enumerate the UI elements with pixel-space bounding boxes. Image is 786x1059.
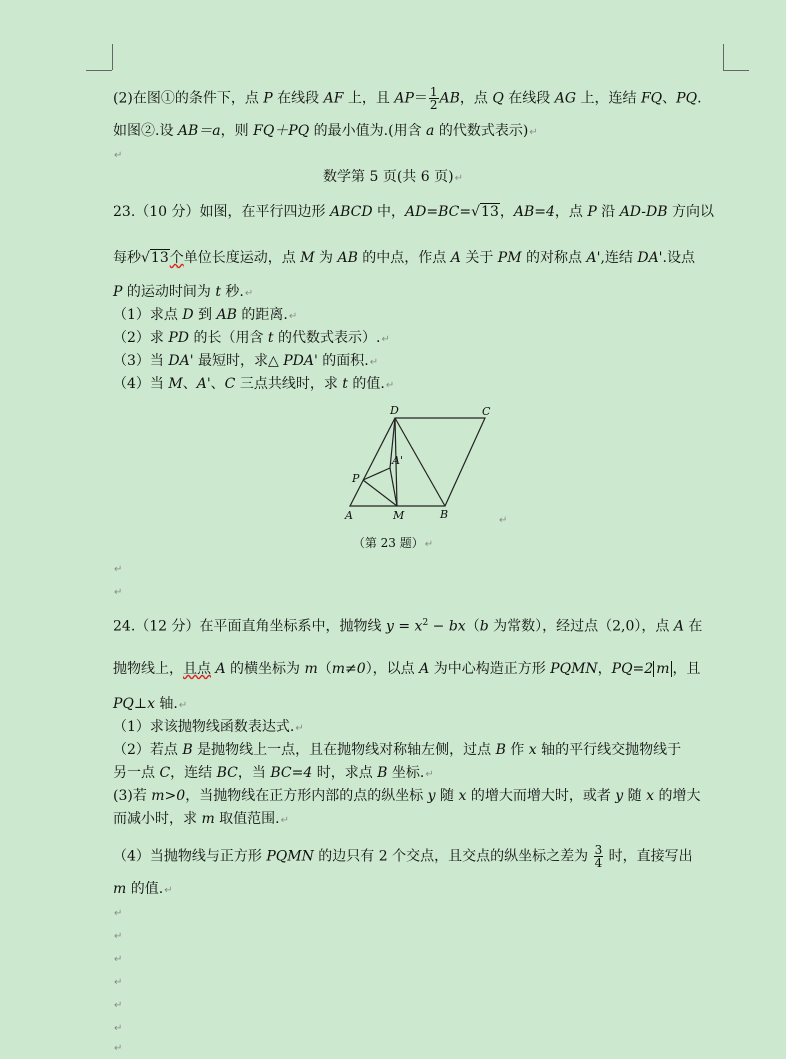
q24-sub3: (3)若 m>0，当抛物线在正方形内部的点的纵坐标 y 随 x 的增大而增大时，或者 y 随 x 的增大: [113, 788, 701, 804]
label-A-prime: A': [392, 454, 403, 467]
crop-mark-left-vertical: [112, 44, 113, 70]
q24-sub1: （1）求该抛物线函数表达式.↵: [113, 719, 304, 735]
q23-line3: P 的运动时间为 t 秒.↵: [113, 284, 254, 300]
q22-part2-line1: (2)在图①的条件下，点 P 在线段 AF 上，且 AP＝ $\frac{1}{2}$ AB，点 Q 在线段 AG 上，连结 FQ、PQ.: [113, 85, 702, 112]
q24-sub3-cont: 而减小时，求 m 取值范围.↵: [113, 811, 290, 827]
empty-paragraph: ↵: [114, 587, 123, 598]
q24-line3: PQ⊥x 轴.↵: [113, 696, 188, 712]
empty-paragraph: ↵: [114, 908, 123, 919]
q24-sub2-cont: 另一点 C，连结 BC，当 BC=4 时，求点 B 坐标.↵: [113, 765, 434, 781]
empty-paragraph: ↵: [114, 931, 123, 942]
label-A: A: [345, 509, 353, 522]
label-M: M: [393, 509, 405, 522]
q24-sub4-cont: m 的值.↵: [113, 881, 173, 897]
figure-paragraph-mark: ↵: [499, 515, 508, 526]
page-footer: 数学第 5 页(共 6 页)↵: [323, 169, 463, 185]
q24-line1: 24.（12 分）在平面直角坐标系中，抛物线 $y = x^2 - bx(b$ 为常数），经过点（2,0），点 A 在: [113, 618, 703, 635]
label-P: P: [352, 472, 360, 485]
paragraph-mark: ↵: [529, 127, 538, 138]
q23-line2: 每秒√13个单位长度运动，点 M 为 AB 的中点，作点 A 关于 PM 的对称点 A',连结 DA'.设点: [113, 250, 695, 266]
empty-paragraph: ↵: [114, 977, 123, 988]
q23-parallelogram-figure: [335, 400, 515, 525]
q22-part2-line2: 如图②.设 AB＝a，则 FQ＋PQ 的最小值为.(用含 a 的代数式表示)↵: [113, 123, 538, 139]
segment-PM: [363, 480, 397, 506]
empty-paragraph: ↵: [114, 564, 123, 575]
parallelogram-ABCD: [350, 418, 485, 506]
label-D: D: [390, 404, 399, 417]
empty-paragraph: ↵: [114, 1000, 123, 1011]
segment-PA-prime: [363, 468, 390, 480]
q23-sub2: （2）求 PD 的长（用含 t 的代数式表示）.↵: [113, 330, 390, 346]
figure-caption: （第 23 题）↵: [352, 536, 434, 550]
q23-sub1: （1）求点 D 到 AB 的距离.↵: [113, 307, 298, 323]
fraction-one-half: $\frac{1}{2}$: [429, 85, 438, 112]
q24-sub4: （4）当抛物线与正方形 PQMN 的边只有 2 个交点，且交点的纵坐标之差为 $\frac{3}{4}$ 时，直接写出: [113, 843, 693, 870]
sqrt-13: √13: [471, 204, 499, 220]
q23-sub4: （4）当 M、A'、C 三点共线时，求 t 的值.↵: [113, 376, 395, 392]
abs-m: m: [653, 661, 672, 677]
sqrt-13: √13: [141, 250, 169, 266]
label-C: C: [482, 405, 491, 418]
crop-mark-left-horizontal: [86, 70, 112, 71]
empty-paragraph: ↵: [114, 150, 123, 161]
crop-mark-right-vertical: [723, 44, 724, 70]
q24-sub2: （2）若点 B 是抛物线上一点，且在抛物线对称轴左侧，过点 B 作 x 轴的平行线交抛物线于: [113, 742, 682, 758]
q23-line1: 23.（10 分）如图，在平行四边形 ABCD 中，AD=BC=√13，AB=4，点 P 沿 AD-DB 方向以: [113, 204, 714, 220]
q23-sub3: （3）当 DA' 最短时，求△ PDA' 的面积.↵: [113, 353, 379, 369]
fraction-three-quarters: $\frac{3}{4}$: [594, 843, 603, 870]
q24-line2: 抛物线上，且点 A 的横坐标为 m（m≠0），以点 A 为中心构造正方形 PQMN，PQ=2 m ，且: [113, 661, 701, 677]
empty-paragraph: ↵: [114, 1043, 123, 1054]
empty-paragraph: ↵: [114, 1023, 123, 1034]
empty-paragraph: ↵: [114, 954, 123, 965]
crop-mark-right-horizontal: [723, 70, 749, 71]
label-B: B: [440, 508, 449, 521]
